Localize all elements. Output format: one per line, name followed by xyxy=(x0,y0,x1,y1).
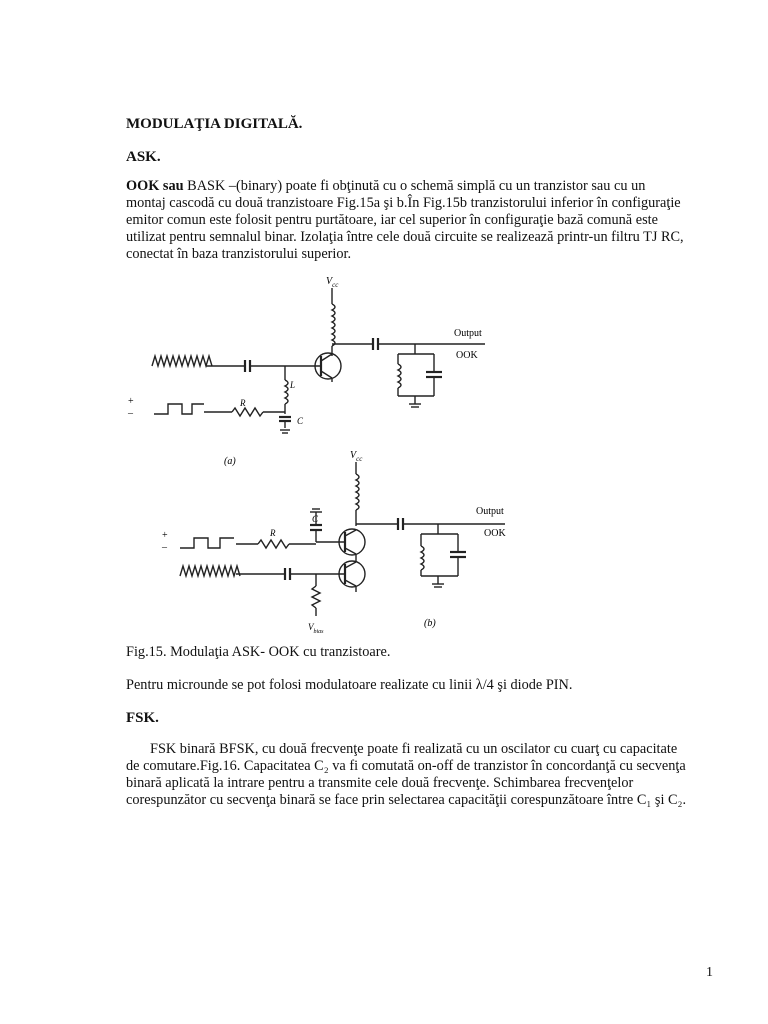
section-heading-fsk: FSK. xyxy=(126,710,159,726)
minus-label-b: – xyxy=(162,542,167,553)
section-heading-ask: ASK. xyxy=(126,149,161,165)
plus-label-a: + xyxy=(128,396,134,407)
ook-bold-lead: OOK sau xyxy=(126,178,184,194)
ook-label-b: OOK xyxy=(484,528,506,539)
figure-label-b: (b) xyxy=(424,618,436,629)
carrier-wave-b xyxy=(180,566,240,576)
fsk-line-3: binară aplicată la intrare pentru a transmite cele două frecvenţe. Schimbarea frecvenţelor xyxy=(126,775,634,791)
fsk-line-1: FSK binară BFSK, cu două frecvenţe poate fi realizată cu un oscilator cu cuarţ cu capacitate xyxy=(150,741,678,757)
c-label-b: C xyxy=(312,514,319,524)
ook-label-a: OOK xyxy=(456,350,478,361)
r-label-b: R xyxy=(270,528,276,538)
page-number: 1 xyxy=(706,965,713,980)
binary-wave-b xyxy=(180,538,234,548)
ask-line-1: BASK –(binary) poate fi obţinută cu o schemă simplă cu un tranzistor sau cu un xyxy=(183,178,646,194)
fsk-line-2: de comutare.Fig.16. Capacitatea C₂ va fi comutată on-off de tranzistor în concordanţă cu secvenţa xyxy=(126,758,686,774)
ask-line-4: utilizat pentru semnalul binar. Izolaţia între cele două circuite se realizează printr-un filtru TJ RC, xyxy=(126,229,684,245)
ask-line-2: montaj cascodă cu două tranzistoare Fig.15a şi b.În Fig.15b tranzistorului inferior în configuraţie xyxy=(126,195,681,211)
ask-lines-block xyxy=(126,195,700,263)
fsk-line-4: corespunzător cu secvenţa binară se face prin selectarea capacităţii corespunzătoare între C₁ şi C₂. xyxy=(126,792,687,808)
figure-label-a: (a) xyxy=(224,456,236,467)
circuit-a xyxy=(127,276,485,467)
output-label-b: Output xyxy=(476,506,504,517)
microwave-line: Pentru microunde se pot folosi modulatoare realizate cu linii λ/4 şi diode PIN. xyxy=(126,677,573,693)
figure-15-circuits xyxy=(128,268,520,640)
ask-paragraph xyxy=(126,178,700,195)
l-label-a: L xyxy=(290,380,296,390)
binary-wave-a xyxy=(154,404,204,414)
minus-label-a: – xyxy=(128,408,133,419)
output-label-a: Output xyxy=(454,328,482,339)
vbias-label-b: $V_{bias}$ xyxy=(308,622,324,635)
ask-line-5: conectat în baza tranzistorului superior. xyxy=(126,246,352,262)
vcc-label-a: $V_{cc}$ xyxy=(326,276,339,289)
figure-caption: Fig.15. Modulaţia ASK- OOK cu tranzistoare. xyxy=(126,644,391,660)
vcc-label-b: $V_{cc}$ xyxy=(350,450,363,463)
carrier-wave-a xyxy=(152,356,212,366)
fsk-paragraph xyxy=(126,741,700,809)
r-label-a: R xyxy=(240,398,246,408)
plus-label-b: + xyxy=(162,530,168,541)
document-title: MODULAŢIA DIGITALĂ. xyxy=(126,116,303,132)
ask-line-3: emitor comun este folosit pentru purtătoare, iar cel superior în configuraţie bază comună este xyxy=(126,212,658,228)
circuit-b xyxy=(161,450,506,635)
c-label-a: C xyxy=(297,416,304,426)
